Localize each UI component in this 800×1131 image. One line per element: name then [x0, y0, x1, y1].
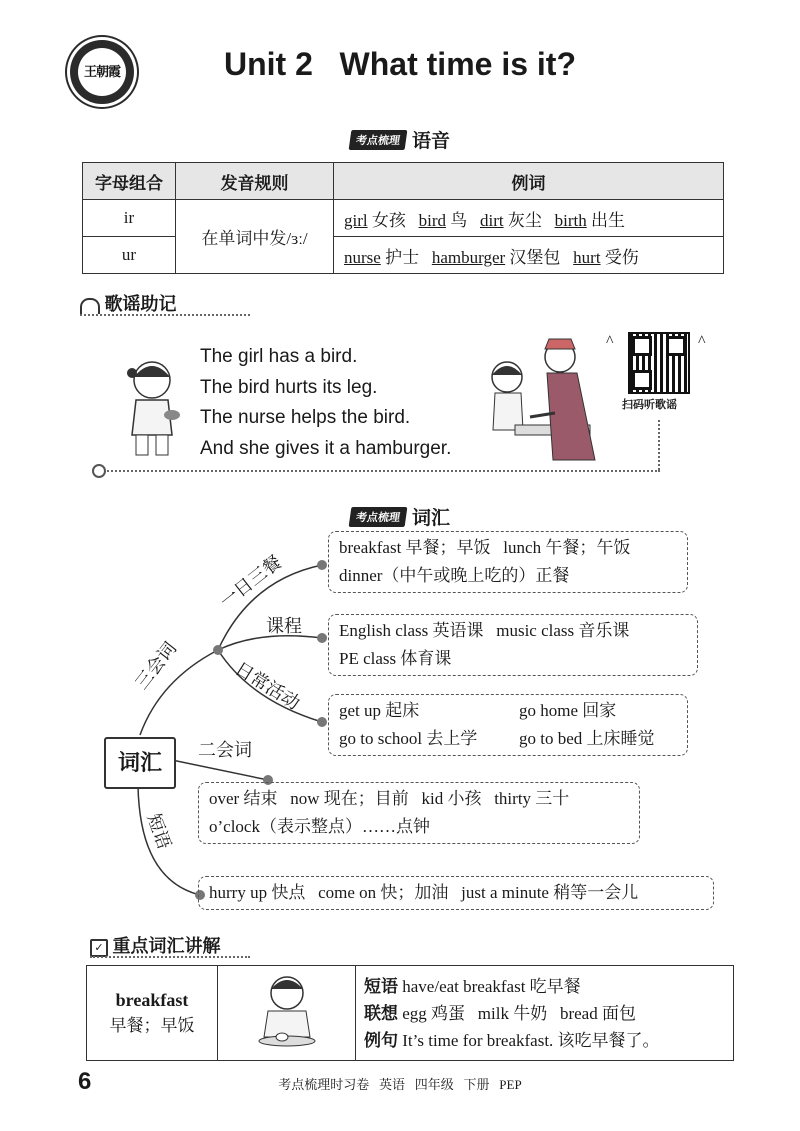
phrases-box	[198, 876, 714, 910]
vocab-line: breakfast 早餐；早饭 lunch 午餐；午饭	[339, 538, 631, 557]
vocab-line: o’clock（表示整点）……点钟	[209, 817, 430, 836]
rhyme-line: The bird hurts its leg.	[200, 376, 378, 398]
rhyme-line: The nurse helps the bird.	[200, 407, 411, 428]
meals-box	[328, 531, 688, 593]
key-heading	[90, 932, 220, 958]
logo-text: 王朝霞	[83, 64, 120, 79]
letter-combo: ur	[83, 237, 176, 274]
classes-box	[328, 614, 698, 676]
branch-label: 一日三餐	[216, 551, 286, 612]
qr-label: 扫码听歌谣	[622, 399, 677, 411]
page-title: Unit 2 What time is it?	[223, 46, 576, 82]
key-detail-line: 例句 It’s time for breakfast. 该吃早餐了。	[364, 1030, 660, 1050]
col-header: 例词	[334, 163, 724, 200]
key-detail-line: 短语 have/eat breakfast 吃早餐	[364, 976, 581, 996]
vocab-line: dinner（中午或晚上吃的）正餐	[339, 566, 570, 585]
branch-label: 课程	[266, 616, 302, 636]
vocab-line: PE class 体育课	[339, 649, 452, 668]
vocab-line: hurry up 快点 come on 快；加油 just a minute 稍等一会儿	[209, 883, 639, 902]
key-vocab-table	[86, 965, 734, 1061]
example-words: girl 女孩 bird 鸟 dirt 灰尘 birth 出生	[334, 200, 724, 237]
section-title: 词汇	[411, 508, 450, 529]
section-title: 重点词汇讲解	[112, 936, 221, 956]
key-word-cell	[87, 966, 218, 1061]
daily-box	[328, 694, 688, 756]
section-tag: 考点梳理	[349, 507, 408, 527]
divider	[90, 956, 250, 958]
corner-mark: ^	[698, 333, 706, 350]
rhyme-line: And she gives it a hamburger.	[200, 437, 452, 459]
col-header: 字母组合	[83, 163, 176, 200]
key-word: breakfast	[115, 990, 189, 1010]
page-number: 6	[78, 1068, 92, 1095]
branch-label: 二会词	[198, 740, 252, 760]
footer-text: 考点梳理时习卷 英语 四年级 下册 PEP	[278, 1077, 522, 1092]
pronunciation-rule: 在单词中发/ɜː/	[176, 200, 334, 274]
letter-combo: ir	[83, 200, 176, 237]
key-details-cell	[356, 966, 734, 1061]
key-meaning: 早餐；早饭	[109, 1016, 195, 1035]
boy-eating-illustration	[252, 971, 322, 1051]
section-title: 歌谣助记	[104, 294, 177, 314]
vocab-center-node: 词汇	[104, 737, 176, 789]
vocab-row: go to school 去上学 go to bed 上床睡觉	[339, 729, 655, 748]
checklist-icon: ✓	[90, 939, 108, 957]
corner-mark: ^	[606, 333, 614, 350]
vocab-line: English class 英语课 music class 音乐课	[339, 621, 630, 640]
rhyme-line: The girl has a bird.	[200, 346, 358, 367]
col-header: 发音规则	[176, 163, 334, 200]
section-title: 语音	[411, 131, 450, 152]
branch-label: 日常活动	[231, 658, 304, 714]
example-words: nurse 护士 hamburger 汉堡包 hurt 受伤	[334, 237, 724, 274]
vocab-row: get up 起床 go home 回家	[339, 701, 617, 720]
vocab-line: over 结束 now 现在；目前 kid 小孩 thirty 三十	[209, 789, 570, 808]
branch-label: 三会词	[131, 638, 181, 694]
illustration-cell	[218, 966, 356, 1061]
erhui-box	[198, 782, 640, 844]
section-tag: 考点梳理	[349, 130, 408, 150]
branch-label: 短语	[143, 811, 175, 852]
key-detail-line: 联想 egg 鸡蛋 milk 牛奶 bread 面包	[364, 1003, 636, 1023]
